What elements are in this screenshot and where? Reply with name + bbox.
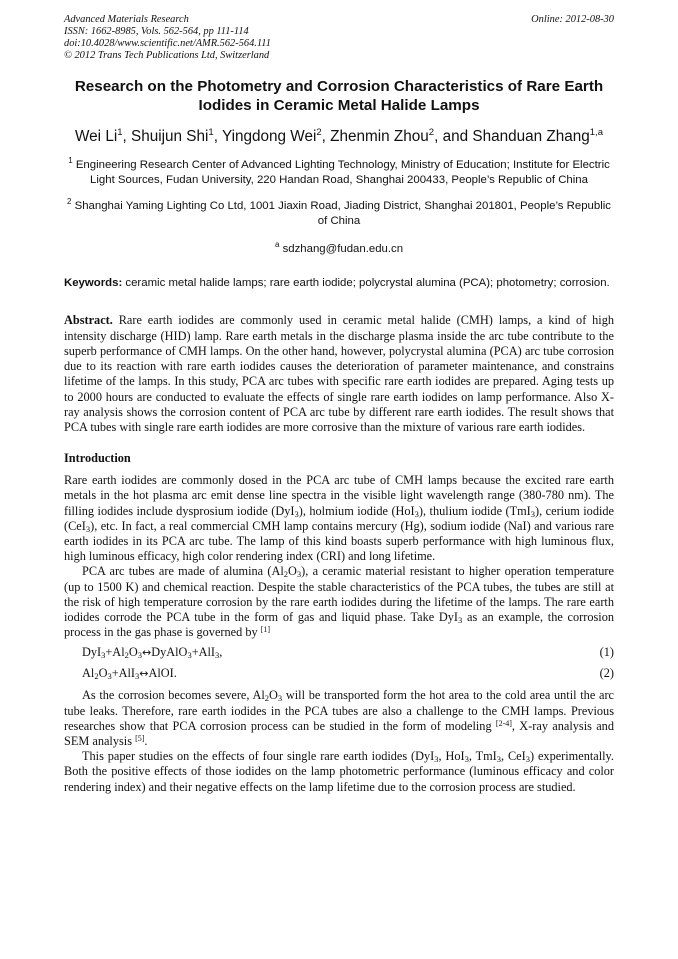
subscript: 3	[464, 754, 469, 765]
text-run: ), cerium iodide (CeI	[64, 503, 614, 533]
subscript: 3	[296, 569, 302, 580]
author-name: Shanduan Zhang	[472, 128, 590, 146]
author-affil-mark: 2	[316, 127, 322, 138]
subscript: 3	[530, 508, 536, 519]
subscript: 3	[294, 508, 299, 519]
author-name: Zhenmin Zhou	[330, 128, 429, 146]
text-run: will be transported form the hot area to the cold area until the arc tube leaks. Therefore, rare earth iodides in the PCA tubes are also a challenge to the CMH lamps. Previous researches show that PCA corrosion process can be studied in the form of modeling	[64, 688, 615, 733]
text-run: , TmI	[468, 749, 497, 764]
subscript: 2	[124, 650, 129, 661]
author-affil-mark: 1	[117, 127, 123, 138]
equation-1	[64, 645, 614, 660]
eq-term: +AlI	[111, 666, 136, 681]
subscript: 2	[283, 569, 289, 580]
text-run: O	[269, 688, 278, 703]
equation-number: (2)	[599, 666, 614, 681]
author-name: Shuijun Shi	[131, 128, 209, 146]
affiliation-mark: 2	[67, 196, 72, 206]
subscript: 3	[496, 754, 502, 765]
citation-ref[interactable]: [5]	[135, 733, 145, 743]
doi-line[interactable]: doi:10.4028/www.scientific.net/AMR.562-564.111	[64, 38, 271, 49]
eq-term: +Al	[105, 645, 125, 660]
author-affil-mark: 1,a	[589, 127, 603, 138]
author-and: and	[442, 128, 469, 146]
eq-term: O	[128, 645, 138, 660]
subscript: 3	[434, 754, 439, 765]
reversible-arrow-icon: ↔	[142, 646, 152, 660]
text-run: ), thulium iodide (TmI	[418, 503, 531, 518]
publication-header	[64, 14, 614, 62]
equation-body	[82, 666, 177, 681]
text-run: ), etc. In fact, a real commercial CMH lamp contains mercury (Hg), sodium iodide (NaI) and various rare earth iodides in its PCA arc tube. The lamp of this kind boasts superb performance with high luminous flux, high luminous efficacy, high color rendering index (CRI) and long lifetime.	[64, 518, 614, 564]
subscript: 2	[264, 693, 270, 704]
subscript: 3	[107, 671, 112, 682]
citation-ref[interactable]: [1]	[260, 625, 271, 635]
equation-number: (1)	[599, 645, 614, 660]
abstract-label: Abstract.	[64, 313, 113, 328]
text-run: PCA arc tubes are made of alumina (Al	[82, 564, 284, 579]
eq-term: AlOI.	[148, 666, 177, 681]
corresponding-email	[64, 237, 614, 257]
subscript: 3	[137, 650, 142, 661]
email-mark: a	[274, 239, 280, 249]
author-affil-mark: 2	[428, 127, 435, 138]
eq-term: Al	[82, 666, 95, 681]
equation-2	[64, 666, 614, 681]
issn-line: ISSN: 1662-8985, Vols. 562-564, pp 111-114	[64, 26, 249, 37]
text-run: ), a ceramic material resistant to higher operation temperature (up to 1500 K) and chemical reaction. Despite the stable characteristics of the PCA tubes, the tubes are still at the risk of high temperature corrosion by the rare earth iodides during the lifetime of the lamps. The rare earth iodides corrode the PCA tube in the form of gas and liquid phase. Take DyI	[64, 564, 614, 624]
text-run: , CeI	[501, 749, 526, 764]
author-name: Wei Li	[75, 128, 118, 146]
text-run: As the corrosion becomes severe, Al	[82, 688, 265, 703]
keywords-text: ceramic metal halide lamps; rare earth iodide; polycrystal alumina (PCA); photometry; corrosion.	[125, 277, 610, 290]
subscript: 3	[458, 614, 463, 625]
journal-name: Advanced Materials Research	[64, 14, 189, 25]
text-run: as an example, the corrosion process in the gas phase is governed by	[64, 609, 614, 640]
section-heading-introduction: Introduction	[64, 451, 131, 466]
text-run: ) experimentally. Both the positive effects of those iodides on the lamp photometric performance (luminous efficacy and color rendering index) and their negative effects on the lamp lifetime due to the corrosion process are studied.	[64, 749, 614, 794]
copyright-line: © 2012 Trans Tech Publications Ltd, Switzerland	[64, 50, 270, 61]
subscript: 3	[215, 650, 220, 661]
online-date: Online: 2012-08-30	[531, 14, 614, 25]
affiliation-2	[64, 194, 614, 229]
paper-title: Research on the Photometry and Corrosion Characteristics of Rare Earth Iodides in Ceramic Metal Halide Lamps	[74, 78, 604, 114]
reversible-arrow-icon: ↔	[139, 667, 149, 681]
author-list: Wei Li$^1$, Shuijun Shi$^1$, Yingdong Wei$^2$, Zhenmin Zhou$^2$, and Shanduan Zhang$^{1,a}$	[75, 127, 603, 146]
author-affil-mark: 1	[208, 127, 214, 138]
eq-term: ,	[219, 645, 223, 660]
eq-term: DyI	[82, 645, 102, 660]
text-run: O	[288, 564, 297, 579]
affiliation-text: Shanghai Yaming Lighting Co Ltd, 1001 Jiaxin Road, Jiading District, Shanghai 201801, People’s Republic of China	[74, 199, 611, 227]
subscript: 3	[187, 650, 192, 661]
subscript: 3	[414, 508, 419, 519]
intro-paragraph-1	[64, 473, 614, 564]
keywords	[64, 276, 614, 291]
text-run: .	[144, 733, 148, 748]
intro-paragraph-2	[64, 564, 614, 640]
intro-paragraph-3	[64, 688, 614, 749]
subscript: 3	[85, 523, 91, 534]
subscript: 3	[135, 671, 140, 682]
abstract-text: Rare earth iodides are commonly used in ceramic metal halide (CMH) lamps, a kind of high intensity discharge (HID) lamp. Rare earth metals in the discharge plasma inside the arc tube contribute to the superb performance of CMH lamps. On the other hand, however, polycrystal alumina (PCA) arc tube corrosion due to its reaction with rare earth iodides causes the deterioration of parameter maintenance, and constrains lifetime of the lamps. In this study, PCA arc tubes with specific rare earth iodides are prepared. Aging tests up to 2000 hours are conducted to evaluate the effects of single rare earth iodides on lamp performance. Also X-ray analysis shows the corrosion content of PCA arc tube by different rare earth iodides. The result shows that PCA tubes with single rare earth iodides are more corrosive than the mixture of various rare earth iodides.	[64, 313, 615, 434]
email-address[interactable]: sdzhang@fudan.edu.cn	[282, 242, 404, 255]
eq-term: DyAlO	[151, 645, 188, 660]
subscript: 3	[101, 650, 106, 661]
text-run: , HoI	[438, 749, 465, 764]
intro-paragraph-4	[64, 749, 614, 795]
eq-term: O	[98, 666, 108, 681]
affiliation-text: Engineering Research Center of Advanced Lighting Technology, Ministry of Education; Institute for Electric Light Sources, Fudan University, 220 Handan Road, Shanghai 200433, People’s Republic of China	[75, 158, 610, 186]
subscript: 3	[277, 693, 283, 704]
subscript: 2	[94, 671, 99, 682]
affiliation-1	[64, 153, 614, 188]
citation-ref[interactable]: [2-4]	[495, 718, 512, 728]
author-name: Yingdong Wei	[221, 128, 317, 146]
keywords-label: Keywords:	[64, 277, 123, 290]
subscript: 3	[525, 754, 530, 765]
eq-term: +AlI	[191, 645, 216, 660]
text-run: This paper studies on the effects of four single rare earth iodides (DyI	[82, 749, 435, 764]
equation-body	[82, 645, 222, 660]
abstract	[64, 313, 614, 435]
affiliation-mark: 1	[68, 156, 73, 166]
text-run: Rare earth iodides are commonly dosed in the PCA arc tube of CMH lamps because the excited rare earth metals in the hot plasma arc emit dense line spectra in the visible light wavelength range (380-780 nm). The filling iodides include dysprosium iodide (DyI	[64, 473, 614, 518]
text-run: ), holmium iodide (HoI	[298, 503, 415, 518]
text-run: , X-ray analysis and SEM analysis	[64, 718, 614, 748]
